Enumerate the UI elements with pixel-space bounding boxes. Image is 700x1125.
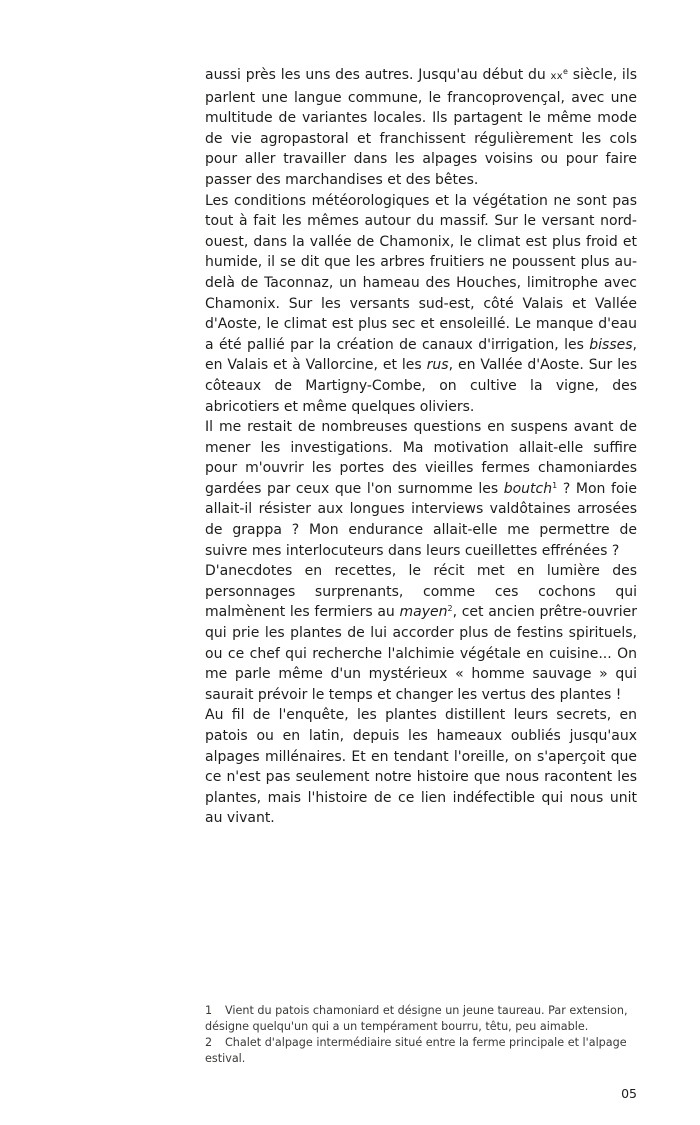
footnote-ref-1: 1 (552, 480, 558, 490)
paragraph-4-text-b: , cet ancien prêtre-ouvrier qui prie les plantes de lui accorder plus de festins spirituels, ou ce chef qui recherche l'alchimie végétale en cuisine... On me parle même d'un mystérieux « homme sauvage » qui saurait prévoir le temps et changer les vertus des plantes ! (205, 604, 637, 703)
term-mayen: mayen (399, 604, 448, 621)
paragraph-1 (205, 65, 637, 191)
term-rus: rus (426, 357, 449, 374)
century-superscript: e (562, 67, 568, 76)
paragraph-1-text-a: aussi près les uns des autres. Jusqu'au début du (205, 67, 551, 83)
footnote-text: Chalet d'alpage intermédiaire situé entre la ferme principale et l'alpage estival. (205, 1036, 627, 1065)
footnote-text: Vient du patois chamoniard et désigne un jeune taureau. Par extension, désigne quelqu'un qui a un tempérament bourru, têtu, peu aimable. (205, 1004, 628, 1033)
century-numeral: xx (550, 71, 563, 82)
footnotes (205, 1003, 637, 1067)
paragraph-2-text-c: , en Vallée d'Aoste. Sur les côteaux de Martigny-Combe, on cultive la vigne, des abricotiers et même quelques oliviers. (205, 357, 637, 415)
footnote-1 (205, 1003, 637, 1035)
term-boutch: boutch (503, 480, 553, 497)
paragraph-4-text-a: D'anecdotes en recettes, le récit met en lumière des personnages surprenants, comme ces cochons qui malmènent les fermiers au (205, 563, 637, 621)
paragraph-4 (205, 561, 637, 705)
footnote-number: 1 (205, 1004, 213, 1017)
body-text (205, 65, 637, 829)
paragraph-3-text-a: Il me restait de nombreuses questions en suspens avant de mener les investigations. Ma motivation allait-elle suffire pour m'ouvrir les portes des vieilles fermes chamoniardes gardées par ceux que l'on surnomme les (205, 419, 637, 497)
paragraph-3 (205, 417, 637, 561)
footnote-ref-2: 2 (447, 604, 453, 614)
footnote-number: 2 (205, 1036, 213, 1049)
paragraph-2-text-b: , en Valais et à Vallorcine, et les (205, 336, 637, 374)
paragraph-2-text-a: Les conditions météorologiques et la végétation ne sont pas tout à fait les mêmes autour du massif. Sur le versant nord-ouest, dans la vallée de Chamonix, le climat est plus froid et humide, il se dit que les arbres fruitiers ne poussent plus au-delà de Taconnaz, un hameau des Houches, limitrophe avec Chamonix. Sur les versants sud-est, côté Valais et Vallée d'Aoste, le climat est plus sec et ensoleillé. Le manque d'eau a été pallié par la création de canaux d'irrigation, les (205, 192, 637, 353)
footnote-2 (205, 1035, 637, 1067)
paragraph-3-text-b: ? Mon foie allait-il résister aux longues interviews valdôtaines arrosées de grappa ? Mon endurance allait-elle me permettre de suivre mes interlocuteurs dans leurs cueillettes effrénées ? (205, 480, 638, 559)
term-bisses: bisses (589, 336, 633, 353)
page-number: 05 (621, 1086, 637, 1101)
paragraph-5: Au fil de l'enquête, les plantes distillent leurs secrets, en patois ou en latin, depuis les hameaux oubliés jusqu'aux alpages millénaires. Et en tendant l'oreille, on s'aperçoit que ce n'est pas seulement notre histoire que nous racontent les plantes, mais l'histoire de ce lien indéfectible qui nous unit au vivant. (205, 707, 637, 827)
paragraph-2 (205, 191, 637, 418)
paragraph-1-text-b: siècle, ils parlent une langue commune, le francoprovençal, avec une multitude de variantes locales. Ils partagent le même mode de vie agropastoral et franchissent régulièrement les cols pour aller travailler dans les alpages voisins ou pour faire passer des marchandises et des bêtes. (205, 67, 638, 188)
